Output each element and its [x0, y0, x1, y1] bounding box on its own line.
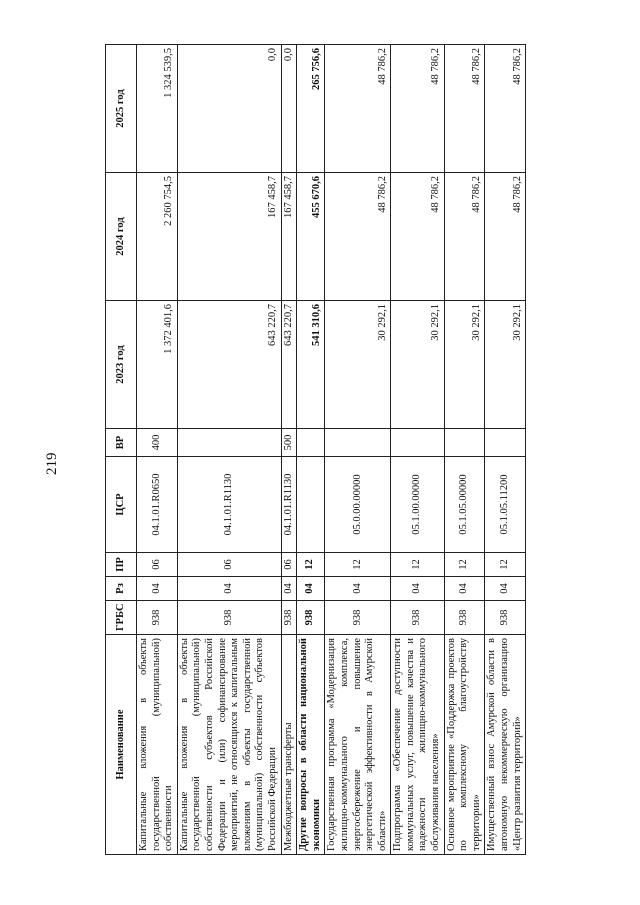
cell-pr: 12 — [444, 553, 485, 577]
cell-vr — [297, 429, 325, 457]
col-header-rz: Рз — [106, 577, 137, 601]
col-header-grbs: ГРБС — [106, 601, 137, 635]
cell-rz: 04 — [391, 577, 444, 601]
cell-2024: 48 786,2 — [391, 173, 444, 301]
cell-pr: 06 — [137, 553, 178, 577]
cell-vr — [391, 429, 444, 457]
cell-csr: 05.1.05.11200 — [485, 457, 526, 553]
cell-2023: 643 220,7 — [177, 301, 281, 429]
cell-2024: 455 670,6 — [297, 173, 325, 301]
cell-2025: 1 324 539,5 — [137, 45, 178, 173]
col-header-pr: ПР — [106, 553, 137, 577]
cell-2024: 167 458,7 — [177, 173, 281, 301]
cell-pr: 12 — [485, 553, 526, 577]
cell-grbs: 938 — [177, 601, 281, 635]
col-header-vr: ВР — [106, 429, 137, 457]
cell-csr: 04.1.01.R1130 — [177, 457, 281, 553]
cell-2025: 48 786,2 — [444, 45, 485, 173]
cell-pr: 12 — [391, 553, 444, 577]
cell-name: Капитальные вложения в объекты государственной (муниципальной) собственности — [137, 635, 178, 855]
rotated-table-container — [105, 45, 545, 855]
col-header-name: Наименование — [106, 635, 137, 855]
table-row — [391, 45, 444, 855]
cell-csr: 04.1.01.R1130 — [281, 457, 297, 553]
cell-pr: 12 — [325, 553, 391, 577]
cell-name: Имущественный взнос Амурской области в автономную некоммерческую организацию «Центр развития территорий» — [485, 635, 526, 855]
cell-pr: 12 — [297, 553, 325, 577]
page-number: 219 — [44, 452, 60, 475]
document-area — [105, 45, 545, 855]
cell-vr — [177, 429, 281, 457]
cell-grbs: 938 — [281, 601, 297, 635]
cell-2023: 30 292,1 — [391, 301, 444, 429]
cell-2025: 265 756,6 — [297, 45, 325, 173]
cell-name: Межбюджетные трансферты — [281, 635, 297, 855]
cell-csr: 04.1.01.R0650 — [137, 457, 178, 553]
cell-grbs: 938 — [444, 601, 485, 635]
cell-2024: 167 458,7 — [281, 173, 297, 301]
table-header-row — [106, 45, 137, 855]
cell-2024: 48 786,2 — [485, 173, 526, 301]
cell-2024: 2 260 754,5 — [137, 173, 178, 301]
col-header-csr: ЦСР — [106, 457, 137, 553]
cell-rz: 04 — [444, 577, 485, 601]
cell-rz: 04 — [281, 577, 297, 601]
table-row — [281, 45, 297, 855]
table-row — [297, 45, 325, 855]
table-row — [177, 45, 281, 855]
cell-2023: 30 292,1 — [485, 301, 526, 429]
cell-grbs: 938 — [137, 601, 178, 635]
table-row — [137, 45, 178, 855]
col-header-2023: 2023 год — [106, 301, 137, 429]
cell-2023: 30 292,1 — [444, 301, 485, 429]
cell-2023: 643 220,7 — [281, 301, 297, 429]
cell-name: Капитальные вложения в объекты государственной (муниципальной) собственности субъектов Российской Федерации и (или) софинансирование мероприятий, не относящихся к капитальным вложениям в объекты государственной (муниципальной) собственности субъектов Российской Федерации — [177, 635, 281, 855]
cell-rz: 04 — [325, 577, 391, 601]
cell-rz: 04 — [137, 577, 178, 601]
cell-2023: 1 372 401,6 — [137, 301, 178, 429]
cell-csr — [297, 457, 325, 553]
cell-2023: 30 292,1 — [325, 301, 391, 429]
cell-2024: 48 786,2 — [444, 173, 485, 301]
cell-rz: 04 — [485, 577, 526, 601]
col-header-2025: 2025 год — [106, 45, 137, 173]
cell-2025: 48 786,2 — [485, 45, 526, 173]
cell-csr: 05.0.00.00000 — [325, 457, 391, 553]
cell-2024: 48 786,2 — [325, 173, 391, 301]
cell-rz: 04 — [177, 577, 281, 601]
cell-name: Подпрограмма «Обеспечение доступности коммунальных услуг, повышение качества и надежности жилищно-коммунального обслуживания населения» — [391, 635, 444, 855]
cell-pr: 06 — [177, 553, 281, 577]
cell-csr: 05.1.05.00000 — [444, 457, 485, 553]
cell-pr: 06 — [281, 553, 297, 577]
cell-2025: 48 786,2 — [391, 45, 444, 173]
cell-name: Государственная программа «Модернизация жилищно-коммунального комплекса, энергосбережение и повышение энергетической эффективности в Амурской области» — [325, 635, 391, 855]
cell-vr — [325, 429, 391, 457]
cell-csr: 05.1.00.00000 — [391, 457, 444, 553]
col-header-2024: 2024 год — [106, 173, 137, 301]
cell-vr — [485, 429, 526, 457]
table-row — [325, 45, 391, 855]
cell-2025: 0,0 — [177, 45, 281, 173]
cell-rz: 04 — [297, 577, 325, 601]
cell-2025: 0,0 — [281, 45, 297, 173]
cell-grbs: 938 — [391, 601, 444, 635]
budget-table — [105, 44, 526, 855]
cell-vr — [444, 429, 485, 457]
cell-grbs: 938 — [485, 601, 526, 635]
cell-2023: 541 310,6 — [297, 301, 325, 429]
cell-2025: 48 786,2 — [325, 45, 391, 173]
cell-vr: 400 — [137, 429, 178, 457]
cell-vr: 500 — [281, 429, 297, 457]
table-row — [444, 45, 485, 855]
table-row — [485, 45, 526, 855]
cell-grbs: 938 — [297, 601, 325, 635]
cell-name: Другие вопросы в области национальной экономики — [297, 635, 325, 855]
cell-grbs: 938 — [325, 601, 391, 635]
cell-name: Основное мероприятие «Поддержка проектов по комплексному благоустройству территории» — [444, 635, 485, 855]
